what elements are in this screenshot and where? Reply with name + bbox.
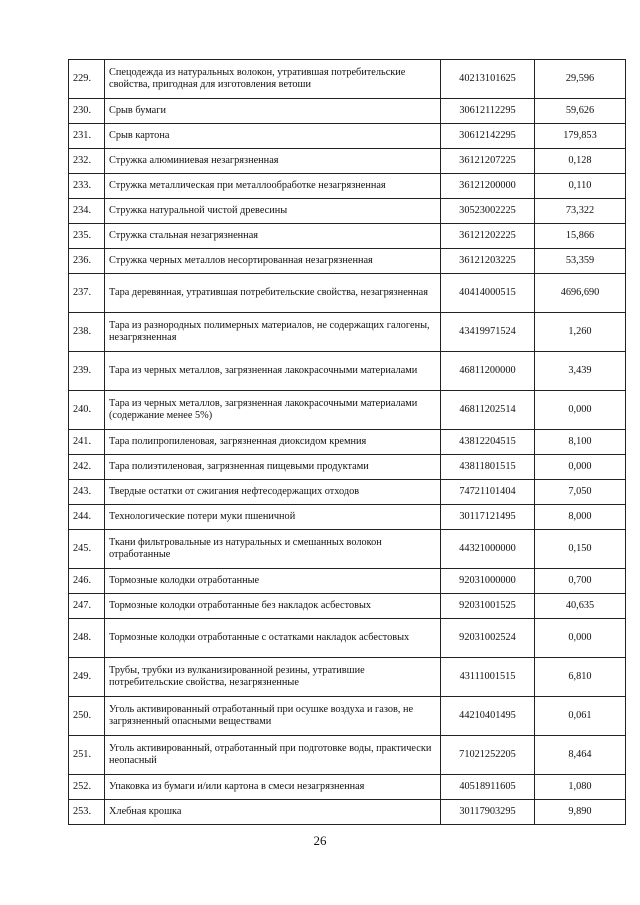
waste-mass: 6,810 xyxy=(535,658,626,697)
waste-name: Технологические потери муки пшеничной xyxy=(105,505,441,530)
table-row xyxy=(69,224,626,249)
fkko-code: 43811801515 xyxy=(441,455,535,480)
waste-mass: 59,626 xyxy=(535,99,626,124)
waste-table xyxy=(68,59,626,825)
table-row xyxy=(69,124,626,149)
waste-mass: 0,700 xyxy=(535,569,626,594)
fkko-code: 44321000000 xyxy=(441,530,535,569)
waste-mass: 0,000 xyxy=(535,619,626,658)
row-number: 245. xyxy=(69,530,105,569)
waste-name: Тара полиэтиленовая, загрязненная пищевыми продуктами xyxy=(105,455,441,480)
waste-mass: 9,890 xyxy=(535,800,626,825)
waste-name: Срыв картона xyxy=(105,124,441,149)
waste-mass: 1,260 xyxy=(535,313,626,352)
fkko-code: 30612142295 xyxy=(441,124,535,149)
table-row xyxy=(69,480,626,505)
waste-name: Твердые остатки от сжигания нефтесодержащих отходов xyxy=(105,480,441,505)
waste-mass: 179,853 xyxy=(535,124,626,149)
table-row xyxy=(69,505,626,530)
fkko-code: 30612112295 xyxy=(441,99,535,124)
table-row xyxy=(69,60,626,99)
row-number: 243. xyxy=(69,480,105,505)
fkko-code: 43111001515 xyxy=(441,658,535,697)
waste-name: Тормозные колодки отработанные без накладок асбестовых xyxy=(105,594,441,619)
waste-mass: 0,061 xyxy=(535,697,626,736)
table-row xyxy=(69,736,626,775)
waste-name: Тара деревянная, утратившая потребительские свойства, незагрязненная xyxy=(105,274,441,313)
row-number: 232. xyxy=(69,149,105,174)
waste-name: Уголь активированный, отработанный при подготовке воды, практически неопасный xyxy=(105,736,441,775)
waste-name: Стружка металлическая при металлообработке незагрязненная xyxy=(105,174,441,199)
waste-mass: 0,000 xyxy=(535,455,626,480)
waste-mass: 8,464 xyxy=(535,736,626,775)
table-row xyxy=(69,149,626,174)
row-number: 248. xyxy=(69,619,105,658)
table-row xyxy=(69,594,626,619)
waste-mass: 40,635 xyxy=(535,594,626,619)
waste-name: Упаковка из бумаги и/или картона в смеси незагрязненная xyxy=(105,775,441,800)
fkko-code: 30523002225 xyxy=(441,199,535,224)
fkko-code: 40518911605 xyxy=(441,775,535,800)
waste-name: Тормозные колодки отработанные xyxy=(105,569,441,594)
waste-mass: 8,000 xyxy=(535,505,626,530)
fkko-code: 92031002524 xyxy=(441,619,535,658)
waste-name: Тормозные колодки отработанные с остатками накладок асбестовых xyxy=(105,619,441,658)
table-row xyxy=(69,391,626,430)
fkko-code: 36121207225 xyxy=(441,149,535,174)
row-number: 253. xyxy=(69,800,105,825)
waste-name: Тара из черных металлов, загрязненная лакокрасочными материалами xyxy=(105,352,441,391)
row-number: 235. xyxy=(69,224,105,249)
row-number: 239. xyxy=(69,352,105,391)
waste-mass: 0,110 xyxy=(535,174,626,199)
waste-mass: 4696,690 xyxy=(535,274,626,313)
fkko-code: 71021252205 xyxy=(441,736,535,775)
row-number: 252. xyxy=(69,775,105,800)
row-number: 237. xyxy=(69,274,105,313)
waste-mass: 0,000 xyxy=(535,391,626,430)
waste-name: Стружка натуральной чистой древесины xyxy=(105,199,441,224)
waste-name: Тара из разнородных полимерных материалов, не содержащих галогены, незагрязненная xyxy=(105,313,441,352)
table-row xyxy=(69,530,626,569)
row-number: 246. xyxy=(69,569,105,594)
fkko-code: 40414000515 xyxy=(441,274,535,313)
fkko-code: 43419971524 xyxy=(441,313,535,352)
table-row xyxy=(69,800,626,825)
row-number: 234. xyxy=(69,199,105,224)
row-number: 240. xyxy=(69,391,105,430)
fkko-code: 92031000000 xyxy=(441,569,535,594)
row-number: 238. xyxy=(69,313,105,352)
page-number: 26 xyxy=(313,833,327,848)
waste-mass: 8,100 xyxy=(535,430,626,455)
fkko-code: 43812204515 xyxy=(441,430,535,455)
table-row xyxy=(69,430,626,455)
waste-name: Хлебная крошка xyxy=(105,800,441,825)
waste-name: Стружка стальная незагрязненная xyxy=(105,224,441,249)
waste-name: Спецодежда из натуральных волокон, утратившая потребительские свойства, пригодная для изготовления ветоши xyxy=(105,60,441,99)
waste-mass: 29,596 xyxy=(535,60,626,99)
waste-name: Тара полипропиленовая, загрязненная диоксидом кремния xyxy=(105,430,441,455)
table-row xyxy=(69,619,626,658)
table-row xyxy=(69,775,626,800)
waste-name: Трубы, трубки из вулканизированной резины, утратившие потребительские свойства, незагрязненные xyxy=(105,658,441,697)
waste-mass: 3,439 xyxy=(535,352,626,391)
table-row xyxy=(69,99,626,124)
fkko-code: 44210401495 xyxy=(441,697,535,736)
fkko-code: 40213101625 xyxy=(441,60,535,99)
row-number: 242. xyxy=(69,455,105,480)
row-number: 249. xyxy=(69,658,105,697)
table-row xyxy=(69,352,626,391)
row-number: 247. xyxy=(69,594,105,619)
row-number: 251. xyxy=(69,736,105,775)
waste-mass: 15,866 xyxy=(535,224,626,249)
fkko-code: 30117903295 xyxy=(441,800,535,825)
waste-table-body xyxy=(69,60,626,825)
fkko-code: 46811200000 xyxy=(441,352,535,391)
waste-mass: 1,080 xyxy=(535,775,626,800)
row-number: 236. xyxy=(69,249,105,274)
fkko-code: 46811202514 xyxy=(441,391,535,430)
waste-name: Стружка алюминиевая незагрязненная xyxy=(105,149,441,174)
table-row xyxy=(69,658,626,697)
waste-name: Ткани фильтровальные из натуральных и смешанных волокон отработанные xyxy=(105,530,441,569)
row-number: 244. xyxy=(69,505,105,530)
row-number: 229. xyxy=(69,60,105,99)
row-number: 250. xyxy=(69,697,105,736)
fkko-code: 36121202225 xyxy=(441,224,535,249)
table-row xyxy=(69,274,626,313)
table-row xyxy=(69,455,626,480)
row-number: 231. xyxy=(69,124,105,149)
fkko-code: 92031001525 xyxy=(441,594,535,619)
table-row xyxy=(69,174,626,199)
row-number: 230. xyxy=(69,99,105,124)
table-row xyxy=(69,697,626,736)
waste-name: Уголь активированный отработанный при осушке воздуха и газов, не загрязненный опасными веществами xyxy=(105,697,441,736)
waste-mass: 0,150 xyxy=(535,530,626,569)
table-row xyxy=(69,199,626,224)
waste-name: Тара из черных металлов, загрязненная лакокрасочными материалами (содержание менее 5%) xyxy=(105,391,441,430)
row-number: 233. xyxy=(69,174,105,199)
fkko-code: 36121203225 xyxy=(441,249,535,274)
waste-name: Стружка черных металлов несортированная незагрязненная xyxy=(105,249,441,274)
table-row xyxy=(69,313,626,352)
waste-mass: 73,322 xyxy=(535,199,626,224)
waste-name: Срыв бумаги xyxy=(105,99,441,124)
waste-mass: 0,128 xyxy=(535,149,626,174)
table-row xyxy=(69,569,626,594)
waste-mass: 7,050 xyxy=(535,480,626,505)
fkko-code: 30117121495 xyxy=(441,505,535,530)
fkko-code: 36121200000 xyxy=(441,174,535,199)
table-row xyxy=(69,249,626,274)
waste-mass: 53,359 xyxy=(535,249,626,274)
row-number: 241. xyxy=(69,430,105,455)
fkko-code: 74721101404 xyxy=(441,480,535,505)
